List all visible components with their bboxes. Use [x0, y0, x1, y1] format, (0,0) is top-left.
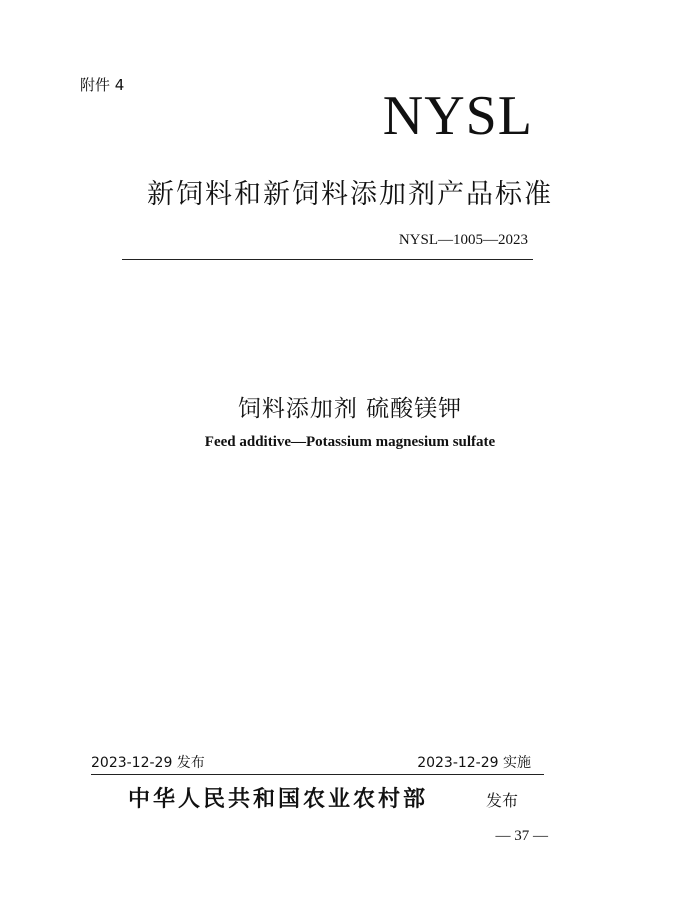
issuing-authority: 中华人民共和国农业农村部 — [128, 786, 429, 812]
standard-number: NYSL—1005—2023 — [398, 232, 528, 248]
header-divider — [122, 259, 533, 260]
footer-divider — [91, 774, 544, 775]
attachment-label: 附件 4 — [80, 76, 125, 94]
document-title-english: Feed additive—Potassium magnesium sulfate — [204, 434, 496, 450]
implement-date: 2023-12-29 实施 — [417, 755, 531, 771]
page-number: — 37 — — [495, 828, 548, 844]
document-title-chinese: 饲料添加剂 硫酸镁钾 — [237, 396, 463, 422]
standard-code-heading: NYSL — [382, 85, 533, 147]
publish-date: 2023-12-29 发布 — [91, 755, 205, 771]
issuer-suffix: 发布 — [486, 791, 519, 810]
standard-category-title: 新饲料和新饲料添加剂产品标准 — [147, 179, 553, 210]
